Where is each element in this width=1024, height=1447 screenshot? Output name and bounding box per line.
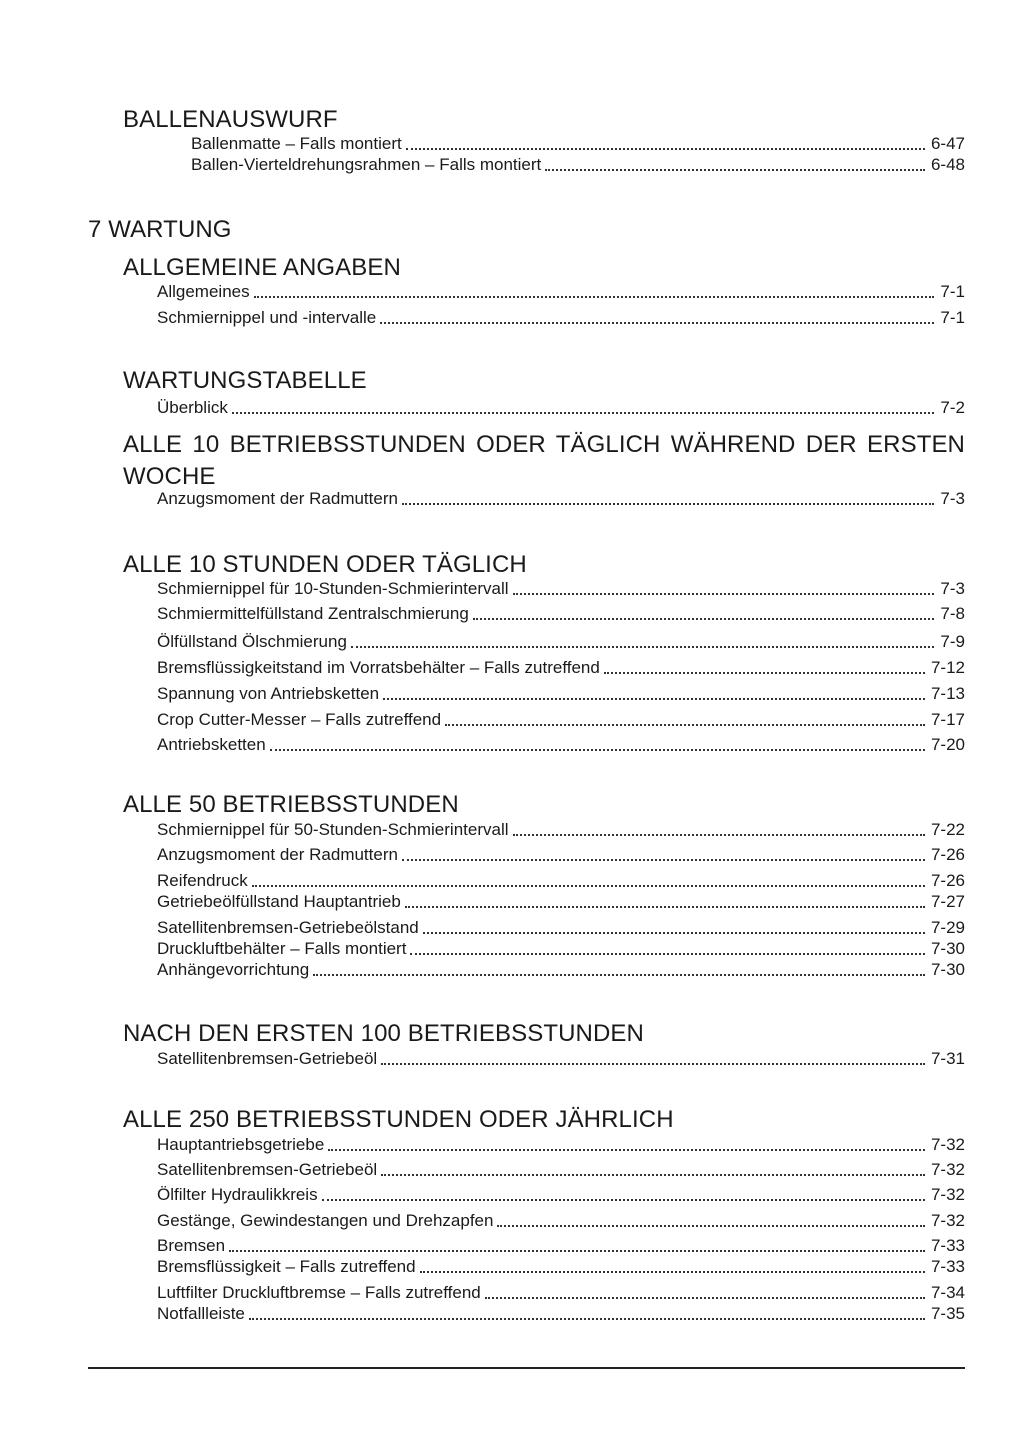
entry-page: 7-32 [930, 1185, 965, 1204]
entry-title: Satellitenbremsen-Getriebeöl [157, 1049, 378, 1068]
entry-page: 7-31 [930, 1049, 965, 1068]
entry-page: 6-48 [930, 155, 965, 174]
section-heading-10-betriebsstunden-erste-woche: ALLE 10 BETRIEBSSTUNDEN ODER TÄGLICH WÄHREND DER ERSTEN WOCHE [123, 431, 965, 490]
entry-page: 7-3 [940, 579, 965, 598]
toc-entry[interactable] [157, 398, 965, 418]
dot-leader [513, 593, 935, 595]
section-heading-10-stunden-taeglich: ALLE 10 STUNDEN ODER TÄGLICH [123, 551, 527, 578]
entry-title: Ballen-Vierteldrehungsrahmen – Falls montiert [191, 155, 542, 174]
entry-page: 7-29 [930, 918, 965, 937]
entry-page: 7-26 [930, 845, 965, 864]
dot-leader [229, 1250, 925, 1252]
section-heading-erste-100-betriebsstunden: NACH DEN ERSTEN 100 BETRIEBSSTUNDEN [123, 1020, 644, 1047]
toc-entry[interactable] [157, 632, 965, 652]
toc-entry[interactable] [157, 1304, 965, 1324]
dot-leader [405, 906, 925, 908]
entry-title: Bremsen [157, 1236, 226, 1255]
toc-entry[interactable] [157, 658, 965, 678]
toc-entry[interactable] [157, 960, 965, 980]
chapter-heading: 7 WARTUNG [88, 216, 232, 243]
toc-entry[interactable] [157, 918, 965, 938]
toc-entry[interactable] [157, 1283, 965, 1303]
dot-leader [485, 1297, 925, 1299]
entry-title: Überblick [157, 398, 228, 417]
entry-title: Satellitenbremsen-Getriebeöl [157, 1160, 378, 1179]
dot-leader [497, 1225, 925, 1227]
entry-title: Luftfilter Druckluftbremse – Falls zutreffend [157, 1283, 481, 1302]
entry-title: Bremsflüssigkeitstand im Vorratsbehälter – Falls zutreffend [157, 658, 600, 677]
dot-leader [402, 859, 925, 861]
entry-page: 7-3 [940, 489, 965, 508]
entry-title: Druckluftbehälter – Falls montiert [157, 939, 407, 958]
entry-page: 7-33 [930, 1236, 965, 1255]
entry-title: Anhängevorrichtung [157, 960, 310, 979]
toc-entry[interactable] [191, 155, 965, 175]
toc-entry[interactable] [157, 892, 965, 912]
toc-entry[interactable] [157, 710, 965, 730]
section-heading-allgemeine-angaben: ALLGEMEINE ANGABEN [123, 254, 401, 281]
footer-rule [88, 1367, 965, 1369]
dot-leader [313, 974, 925, 976]
dot-leader [473, 618, 935, 620]
entry-page: 7-1 [940, 308, 965, 327]
entry-title: Spannung von Antriebsketten [157, 684, 380, 703]
dot-leader [402, 503, 934, 505]
toc-entry[interactable] [157, 579, 965, 599]
entry-page: 7-30 [930, 939, 965, 958]
toc-entry[interactable] [157, 1236, 965, 1256]
entry-page: 7-17 [930, 710, 965, 729]
dot-leader [252, 885, 925, 887]
dot-leader [513, 834, 925, 836]
entry-title: Crop Cutter-Messer – Falls zutreffend [157, 710, 442, 729]
toc-entry[interactable] [157, 1185, 965, 1205]
toc-entry[interactable] [157, 939, 965, 959]
dot-leader [604, 672, 925, 674]
dot-leader [232, 412, 935, 414]
section-heading-50-betriebsstunden: ALLE 50 BETRIEBSSTUNDEN [123, 791, 459, 818]
entry-page: 7-32 [930, 1211, 965, 1230]
toc-entry[interactable] [157, 820, 965, 840]
dot-leader [270, 749, 925, 751]
toc-entry[interactable] [157, 1160, 965, 1180]
entry-title: Reifendruck [157, 871, 248, 890]
section-heading-250-betriebsstunden: ALLE 250 BETRIEBSSTUNDEN ODER JÄHRLICH [123, 1106, 674, 1133]
entry-title: Schmiernippel und -intervalle [157, 308, 377, 327]
entry-page: 7-35 [930, 1304, 965, 1323]
dot-leader [380, 322, 934, 324]
dot-leader [322, 1199, 925, 1201]
toc-entry[interactable] [157, 1257, 965, 1277]
dot-leader [254, 296, 935, 298]
entry-page: 6-47 [930, 134, 965, 153]
entry-title: Anzugsmoment der Radmuttern [157, 845, 398, 864]
entry-page: 7-12 [930, 658, 965, 677]
dot-leader [420, 1271, 925, 1273]
entry-title: Schmiernippel für 10-Stunden-Schmierintervall [157, 579, 509, 598]
entry-page: 7-2 [940, 398, 965, 417]
dot-leader [423, 932, 925, 934]
entry-title: Notfallleiste [157, 1304, 245, 1323]
dot-leader [249, 1318, 925, 1320]
toc-entry[interactable] [157, 871, 965, 891]
entry-title: Schmiermittelfüllstand Zentralschmierung [157, 604, 469, 623]
toc-entry[interactable] [157, 604, 965, 624]
toc-entry[interactable] [157, 735, 965, 755]
toc-entry[interactable] [157, 845, 965, 865]
entry-page: 7-33 [930, 1257, 965, 1276]
entry-title: Antriebsketten [157, 735, 266, 754]
entry-title: Hauptantriebsgetriebe [157, 1135, 325, 1154]
toc-entry[interactable] [157, 1211, 965, 1231]
entry-page: 7-20 [930, 735, 965, 754]
entry-page: 7-34 [930, 1283, 965, 1302]
entry-title: Ölfilter Hydraulikkreis [157, 1185, 318, 1204]
dot-leader [545, 169, 925, 171]
entry-title: Schmiernippel für 50-Stunden-Schmierintervall [157, 820, 509, 839]
entry-page: 7-8 [940, 604, 965, 623]
entry-page: 7-9 [940, 632, 965, 651]
dot-leader [383, 698, 925, 700]
dot-leader [381, 1174, 925, 1176]
entry-page: 7-30 [930, 960, 965, 979]
dot-leader [445, 724, 925, 726]
toc-entry[interactable] [157, 308, 965, 328]
entry-title: Bremsflüssigkeit – Falls zutreffend [157, 1257, 416, 1276]
dot-leader [328, 1149, 925, 1151]
entry-title: Ölfüllstand Ölschmierung [157, 632, 347, 651]
dot-leader [381, 1063, 925, 1065]
entry-page: 7-32 [930, 1135, 965, 1154]
entry-title: Allgemeines [157, 282, 250, 301]
entry-page: 7-1 [940, 282, 965, 301]
section-heading-wartungstabelle: WARTUNGSTABELLE [123, 367, 367, 394]
entry-title: Anzugsmoment der Radmuttern [157, 489, 398, 508]
entry-page: 7-13 [930, 684, 965, 703]
toc-entry[interactable] [157, 1135, 965, 1155]
entry-page: 7-26 [930, 871, 965, 890]
dot-leader [351, 646, 935, 648]
entry-title: Getriebeölfüllstand Hauptantrieb [157, 892, 401, 911]
entry-page: 7-32 [930, 1160, 965, 1179]
entry-title: Gestänge, Gewindestangen und Drehzapfen [157, 1211, 494, 1230]
toc-entry[interactable] [157, 1049, 965, 1069]
entry-title: Satellitenbremsen-Getriebeölstand [157, 918, 419, 937]
dot-leader [410, 953, 925, 955]
toc-entry[interactable] [157, 684, 965, 704]
dot-leader [406, 148, 925, 150]
entry-title: Ballenmatte – Falls montiert [191, 134, 402, 153]
toc-entry[interactable] [157, 489, 965, 509]
toc-entry[interactable] [157, 282, 965, 302]
entry-page: 7-27 [930, 892, 965, 911]
entry-page: 7-22 [930, 820, 965, 839]
toc-entry[interactable] [191, 134, 965, 154]
section-heading-ballenauswurf: BALLENAUSWURF [123, 106, 338, 133]
